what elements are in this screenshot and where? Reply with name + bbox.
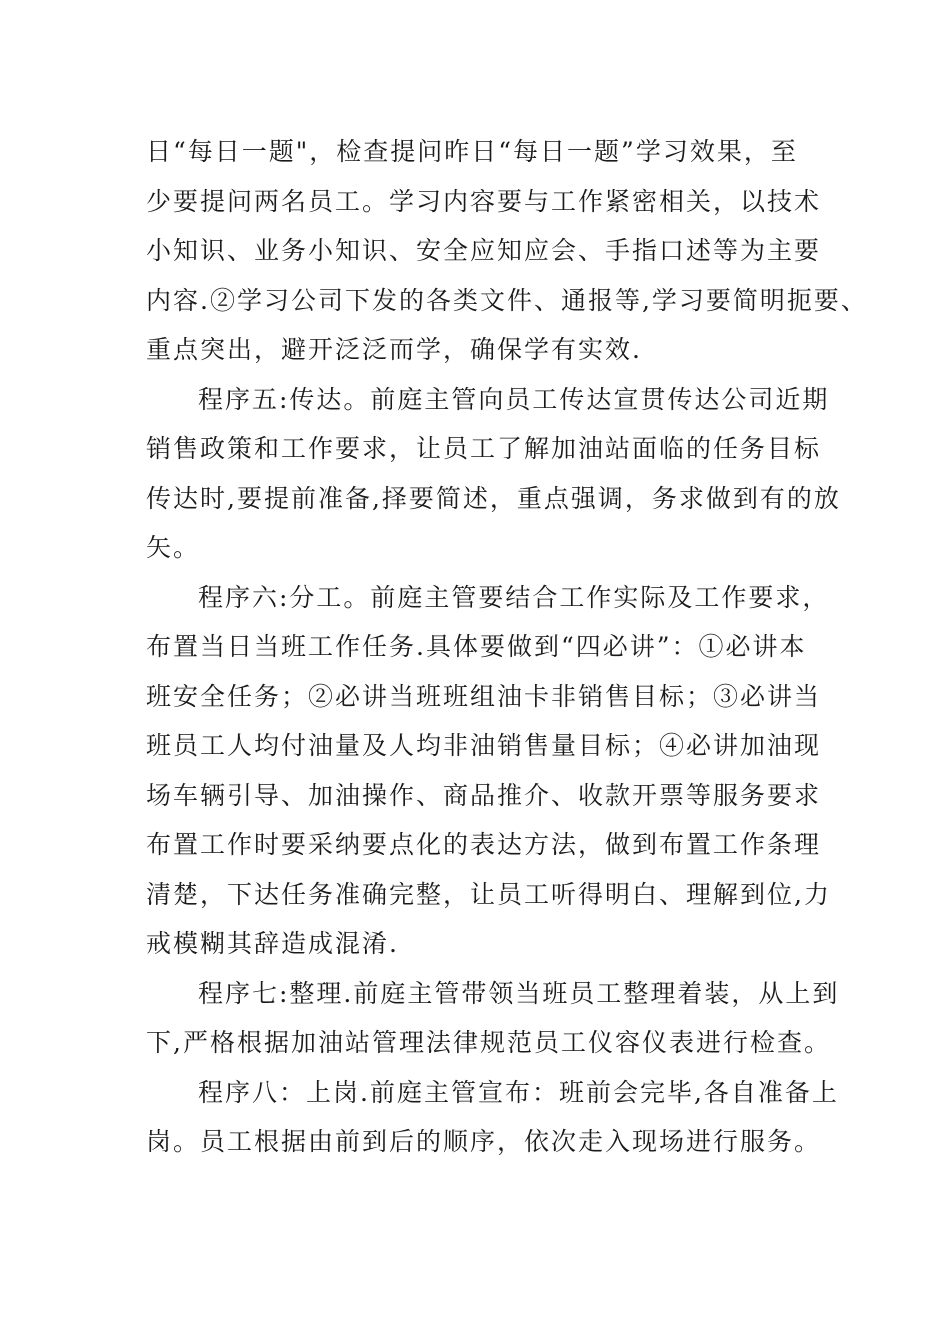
text-line: 班员工人均付油量及人均非油销售量目标；④必讲加油现	[146, 731, 822, 760]
text-line: 重点突出，避开泛泛而学，确保学有实效.	[146, 335, 642, 364]
text-line: 内容.②学习公司下发的各类文件、通报等,学习要简明扼要、	[146, 285, 868, 315]
text-line: 布置当日当班工作任务.具体要做到“四必讲”：①必讲本	[146, 632, 807, 661]
text-line: 程序五:传达。前庭主管向员工传达宣贯传达公司近期	[198, 384, 830, 414]
text-line: 戒模糊其辞造成混淆.	[146, 929, 399, 958]
text-line: 日“每日一题"，检查提问昨日“每日一题”学习效果，至	[146, 137, 798, 166]
text-line: 程序七:整理.前庭主管带领当班员工整理着装，从上到	[198, 978, 840, 1008]
text-line: 程序六:分工。前庭主管要结合工作实际及工作要求，	[198, 582, 830, 612]
text-line: 清楚，下达任务准确完整，让员工听得明白、理解到位,力	[146, 879, 831, 909]
document-body	[146, 127, 868, 1167]
text-line: 传达时,要提前准备,择要简述，重点强调，务求做到有的放	[146, 483, 841, 513]
text-line: 岗。员工根据由前到后的顺序，依次走入现场进行服务。	[146, 1127, 822, 1156]
text-line: 矢。	[146, 533, 201, 562]
text-line: 小知识、业务小知识、安全应知应会、手指口述等为主要	[146, 236, 822, 265]
text-line: 班安全任务；②必讲当班班组油卡非销售目标；③必讲当	[146, 681, 822, 711]
text-line: 程序八：上岗.前庭主管宣布：班前会完毕,各自准备上	[198, 1077, 839, 1107]
text-line: 少要提问两名员工。学习内容要与工作紧密相关，以技术	[146, 186, 822, 216]
text-line: 布置工作时要采纳要点化的表达方法，做到布置工作条理	[146, 830, 822, 859]
text-line: 下,严格根据加油站管理法律规范员工仪容仪表进行检查。	[146, 1028, 831, 1057]
text-line: 销售政策和工作要求，让员工了解加油站面临的任务目标	[146, 434, 822, 463]
text-line: 场车辆引导、加油操作、商品推介、收款开票等服务要求	[146, 780, 822, 810]
